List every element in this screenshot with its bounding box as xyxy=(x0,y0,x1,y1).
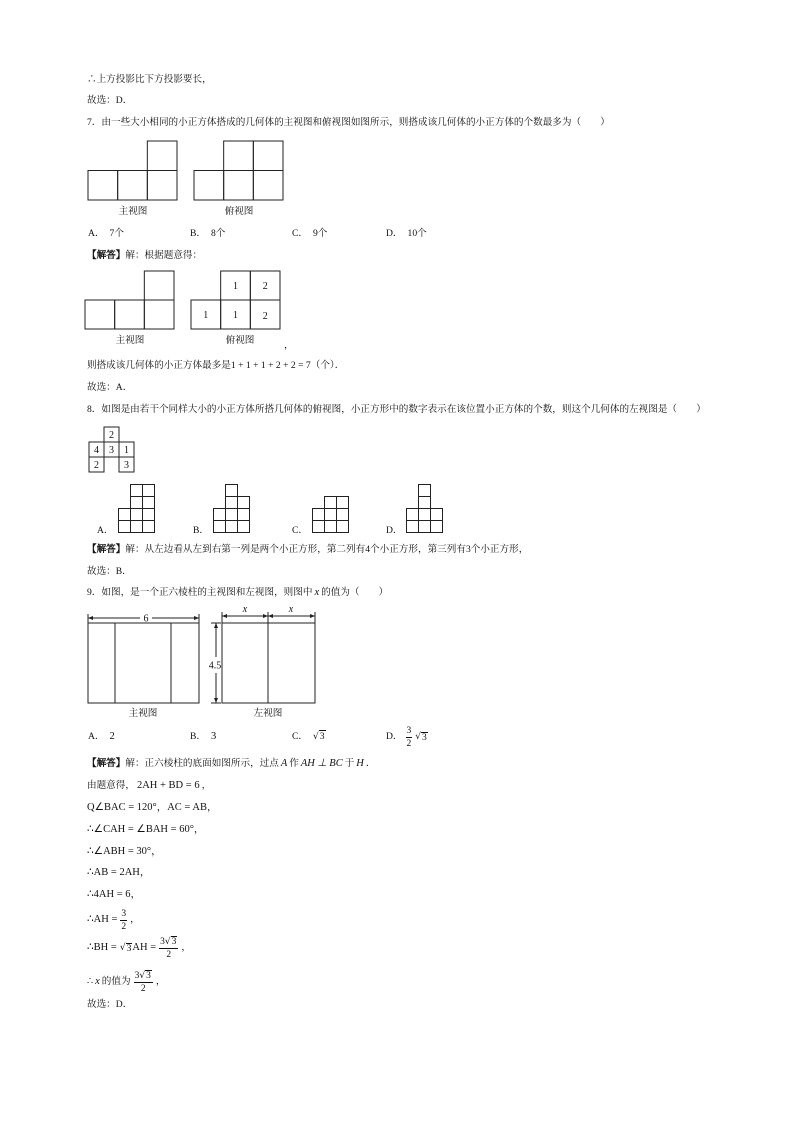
option-label: D． xyxy=(386,731,403,742)
cube-square xyxy=(237,496,250,509)
fraction-numerator xyxy=(159,936,178,949)
solution-heading: 【解答】 xyxy=(87,544,126,555)
solution-text: 作 xyxy=(289,758,299,769)
cube-square xyxy=(336,496,349,509)
q7-solution-front-view xyxy=(85,271,174,329)
cube-square xyxy=(237,508,250,521)
option-label: A． xyxy=(88,731,105,742)
coefficient: 3 xyxy=(134,971,140,981)
step-math: AH = xyxy=(132,942,157,953)
q9-solution-intro xyxy=(87,757,375,771)
solution-text: ． xyxy=(365,758,376,769)
grid-square xyxy=(115,300,145,329)
arrowhead xyxy=(268,614,273,618)
fraction xyxy=(406,726,413,749)
cube-square xyxy=(142,484,155,497)
q8-option-d-left-view xyxy=(406,480,443,533)
solution-text: 于 xyxy=(344,758,355,769)
cube-count: 1 xyxy=(233,281,238,292)
step-text: ， xyxy=(155,976,166,987)
q7-answer: 故选：A． xyxy=(87,382,133,393)
q7-solution-intro xyxy=(87,249,202,263)
grid-square xyxy=(144,271,174,300)
q9-option-c xyxy=(292,730,326,744)
grid-square xyxy=(88,171,118,201)
q8-option-b-label: B． xyxy=(193,525,209,536)
cube-square xyxy=(336,508,349,521)
q7-option-c xyxy=(292,227,327,241)
cube-square xyxy=(430,508,443,521)
q8-option-b-left-view xyxy=(213,480,250,533)
grid-square xyxy=(194,171,224,201)
step-text: 由题意得， xyxy=(87,780,135,791)
grid-square xyxy=(253,171,283,201)
cube-count: 1 xyxy=(124,445,129,456)
option-value: 3 xyxy=(211,731,217,742)
cube-count: 3 xyxy=(109,445,114,456)
perpendicular-expression: AH ⊥ BC xyxy=(300,758,343,769)
q9-option-d xyxy=(386,726,428,748)
radicand: 3 xyxy=(422,731,427,743)
arrowhead xyxy=(310,614,315,618)
step-math: 2AH + BD = 6 xyxy=(136,780,200,791)
cube-count: 3 xyxy=(124,460,129,471)
q7-option-b xyxy=(190,227,225,241)
radicand: 3 xyxy=(126,942,132,954)
option-value: 2 xyxy=(109,731,115,742)
q8-option-c-left-view xyxy=(312,480,349,533)
cube-count: 2 xyxy=(262,281,268,292)
cube-count: 1 xyxy=(233,310,238,321)
option-label: B． xyxy=(190,731,206,742)
radical-sign: √ xyxy=(164,937,171,947)
option-label: A． xyxy=(88,228,105,239)
cube-count: 1 xyxy=(203,310,209,321)
cube-square xyxy=(142,520,155,533)
q9-step-8 xyxy=(87,937,191,959)
q8-option-d-label: D． xyxy=(386,525,403,536)
radicand: 3 xyxy=(171,937,177,947)
step-math: ∴AH = xyxy=(87,914,118,925)
q7-solution-top-label: 俯视图 xyxy=(225,335,255,346)
grid-square xyxy=(253,141,283,171)
fraction-denominator: 2 xyxy=(406,738,412,749)
cube-square xyxy=(418,484,431,497)
option-text: 8个 xyxy=(211,228,226,239)
q8-stem: 8．如图是由若干个同样大小的小正方体所搭几何体的俯视图，小正方形中的数字表示在该位置小正方体的个数，则这个几何体的左视图是（ ） xyxy=(87,404,706,415)
solution-heading: 【解答】 xyxy=(87,758,126,769)
arrowhead xyxy=(222,614,227,618)
step-text: ， xyxy=(201,780,212,791)
radical-sign: √ xyxy=(139,971,146,981)
intro-answer: 故选：D． xyxy=(87,95,133,106)
grid-square xyxy=(147,141,177,171)
q9-stem xyxy=(87,586,388,600)
width-dimension-label: 6 xyxy=(143,613,149,625)
grid-square xyxy=(118,171,148,201)
option-text: 9个 xyxy=(313,228,328,239)
radicand: 3 xyxy=(146,971,151,981)
option-label: B． xyxy=(190,228,206,239)
fraction-numerator: 3 xyxy=(121,908,127,919)
fraction-numerator xyxy=(134,970,153,983)
step-text: ， xyxy=(181,942,191,953)
cube-square xyxy=(142,496,155,509)
stem-variable: x xyxy=(314,587,320,598)
q7-solution-top-view xyxy=(191,271,280,329)
option-label: C． xyxy=(292,731,308,742)
cube-count: 4 xyxy=(94,445,99,456)
q9-option-b xyxy=(190,730,216,744)
cube-square xyxy=(142,508,155,521)
q9-step-9 xyxy=(87,971,165,993)
stem-text: 9．如图，是一个正六棱柱的主视图和左视图，则图中 xyxy=(87,587,313,598)
cube-count: 2 xyxy=(109,430,114,441)
q9-step-2: Q∠BAC = 120°，AC = AB， xyxy=(87,802,218,813)
q9-front-view xyxy=(88,614,199,704)
radicand: 3 xyxy=(319,731,325,742)
height-dimension-label: 4.5 xyxy=(208,660,222,672)
q8-top-view xyxy=(85,423,139,477)
q9-option-a xyxy=(88,730,115,744)
grid-square xyxy=(85,300,115,329)
solution-text: 解：从左边看从左到右第一列是两个小正方形，第二列有4个小正方形，第三列有3个小正方形， xyxy=(125,544,529,555)
arrowhead xyxy=(194,616,199,620)
segment-x-label: x xyxy=(242,604,248,615)
fraction xyxy=(120,909,127,932)
arrowhead xyxy=(214,623,218,628)
cube-square xyxy=(237,520,250,533)
q7-solution-figure xyxy=(81,267,287,333)
q9-step-4: ∴∠ABH = 30°， xyxy=(87,846,162,857)
cube-count: 2 xyxy=(94,460,99,471)
intro-conclusion: ∴上方投影比下方投影要长， xyxy=(87,74,212,85)
coefficient: 3 xyxy=(160,937,165,947)
fraction xyxy=(159,936,178,960)
therefore-sign: ∴ xyxy=(87,976,94,987)
q9-step-5: ∴AB = 2AH， xyxy=(87,867,151,878)
arrowhead xyxy=(263,614,268,618)
cube-square xyxy=(430,520,443,533)
stem-text: 的值为（ ） xyxy=(321,587,389,598)
q8-answer: 故选：B． xyxy=(87,566,132,577)
q9-step-3: ∴∠CAH = ∠BAH = 60°， xyxy=(87,824,205,835)
q9-left-view xyxy=(209,604,315,703)
segment-x-label: x xyxy=(288,604,294,615)
point-label: A xyxy=(280,758,288,769)
solution-text: 解：正六棱柱的底面如图所示，过点 xyxy=(125,758,279,769)
q9-left-view-label: 左视图 xyxy=(253,708,283,719)
variable-x: x xyxy=(95,976,100,987)
solution-text: 解：根据题意得： xyxy=(125,250,203,261)
q8-option-a-left-view xyxy=(118,480,155,533)
q9-front-view-label: 主视图 xyxy=(128,708,158,719)
step-text: 的值为 xyxy=(101,976,131,987)
radical-sign: √ xyxy=(415,732,422,742)
solution-heading: 【解答】 xyxy=(87,250,126,261)
point-label: H xyxy=(356,758,364,769)
option-label: C． xyxy=(292,228,308,239)
radical-sign: √ xyxy=(119,943,126,953)
option-text: 7个 xyxy=(109,228,124,239)
option-text: 10个 xyxy=(407,228,427,239)
q9-prism-views-figure xyxy=(80,600,330,706)
q8-option-c-label: C． xyxy=(292,525,308,536)
q7-solution-comma: ， xyxy=(284,340,294,351)
cube-count: 2 xyxy=(262,311,268,322)
grid-square xyxy=(147,171,177,201)
fraction-denominator: 2 xyxy=(166,950,172,960)
step-text: ， xyxy=(130,914,140,925)
q9-step-6: ∴4AH = 6， xyxy=(87,889,142,900)
q7-option-d xyxy=(386,227,427,241)
q7-solution-front-label: 主视图 xyxy=(115,335,145,346)
q7-stem: 7．由一些大小相同的小正方体搭成的几何体的主视图和俯视图如图所示，则搭成该几何体的小正方体的个数最多为（ ） xyxy=(87,117,610,128)
grid-square xyxy=(224,171,254,201)
step-math: ∴BH = xyxy=(87,942,117,953)
q7-front-view-label: 主视图 xyxy=(118,206,148,217)
grid-square xyxy=(144,300,174,329)
grid-square xyxy=(224,141,254,171)
q7-views-figure xyxy=(84,137,290,205)
arrowhead xyxy=(88,616,93,620)
q7-option-a xyxy=(88,227,124,241)
fraction xyxy=(134,970,153,994)
fraction-denominator: 2 xyxy=(121,921,127,932)
q9-answer: 故选：D． xyxy=(87,999,133,1010)
q9-step-1 xyxy=(87,779,211,793)
cube-square xyxy=(336,520,349,533)
fraction-denominator: 2 xyxy=(140,984,146,994)
q7-solution-conclusion: 则搭成该几何体的小正方体最多是1 + 1 + 1 + 2 + 2 = 7（个）． xyxy=(87,360,345,371)
q7-top-view-label: 俯视图 xyxy=(224,206,254,217)
q7-top-view xyxy=(194,141,283,200)
q9-step-7 xyxy=(87,909,140,931)
q8-solution xyxy=(87,543,528,557)
q7-front-view xyxy=(88,141,177,200)
option-label: D． xyxy=(386,228,403,239)
front-view-outline xyxy=(88,623,199,703)
q8-option-a-label: A． xyxy=(97,525,114,536)
fraction-numerator: 3 xyxy=(406,725,412,736)
radical-sign: √ xyxy=(313,732,319,742)
arrowhead xyxy=(214,698,218,703)
